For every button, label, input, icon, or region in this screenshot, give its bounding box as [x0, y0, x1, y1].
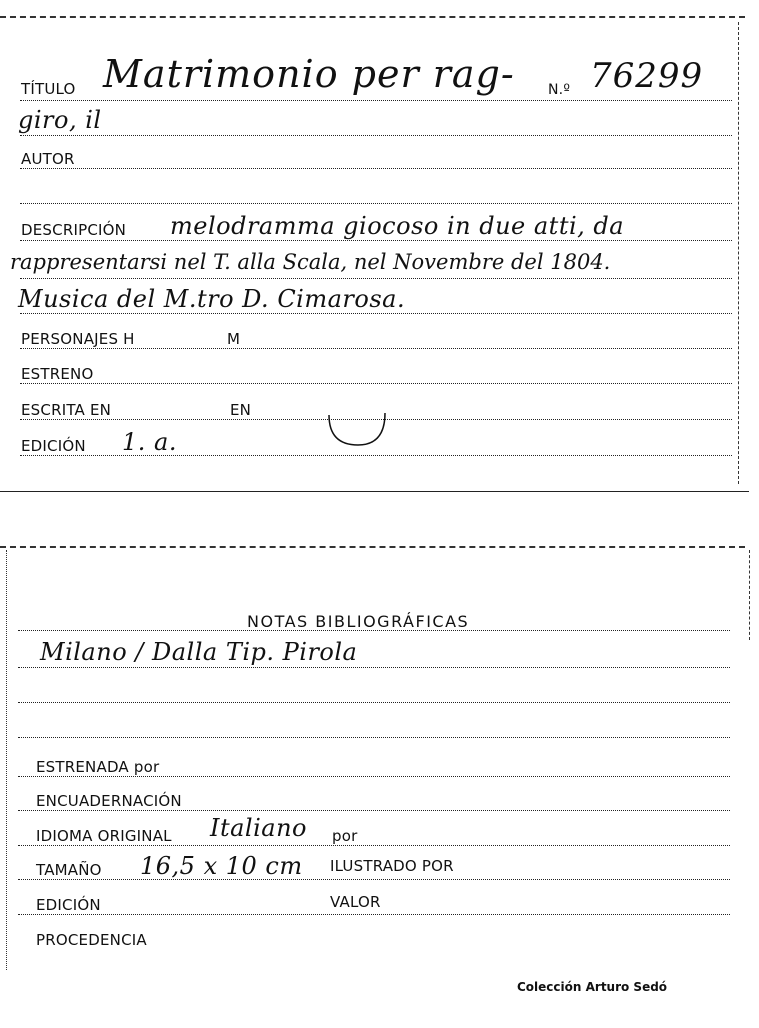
titulo-label: TÍTULO: [21, 80, 76, 98]
card-top-edge: [0, 546, 745, 548]
autor-line: [20, 168, 732, 169]
descripcion-handwritten-line1: melodramma giocoso in due atti, da: [170, 212, 625, 240]
descripcion-label: DESCRIPCIÓN: [21, 221, 127, 239]
idioma-original-label: IDIOMA ORIGINAL: [36, 827, 172, 845]
catalog-card-front: [0, 0, 759, 495]
escrita-en-label: ESCRITA EN: [21, 401, 112, 419]
tamano-line: [18, 879, 730, 880]
idioma-line: [18, 845, 730, 846]
titulo-handwritten-line2: giro, il: [18, 106, 102, 134]
estrenada-line: [18, 776, 730, 777]
procedencia-label: PROCEDENCIA: [36, 931, 147, 949]
notas-line-4: [18, 737, 730, 738]
punch-hole-notch: [325, 405, 391, 449]
estreno-label: ESTRENO: [21, 365, 94, 383]
titulo-line-2: [20, 135, 732, 136]
notas-line: [18, 630, 730, 631]
collection-stamp: Colección Arturo Sedó: [517, 980, 668, 994]
card-right-edge: [738, 22, 739, 484]
numero-label: N.º: [548, 82, 571, 98]
notas-line-3: [18, 702, 730, 703]
tamano-label: TAMAÑO: [36, 861, 102, 879]
descripcion-handwritten-line2: rappresentarsi nel T. alla Scala, nel Novembre del 1804.: [10, 250, 611, 274]
en-label: EN: [230, 401, 252, 419]
card-top-edge: [0, 16, 745, 18]
titulo-handwritten-line1: Matrimonio per rag-: [103, 52, 515, 96]
edicion-line: [20, 455, 732, 456]
encuadernacion-label: ENCUADERNACIÓN: [36, 792, 182, 810]
notas-line-2: [18, 667, 730, 668]
titulo-line: [20, 100, 732, 101]
descripcion-line: [20, 240, 732, 241]
tamano-handwritten-value: 16,5 x 10 cm: [140, 852, 303, 880]
edicion-handwritten-value: 1. a.: [122, 428, 177, 456]
descripcion-handwritten-line3: Musica del M.tro D. Cimarosa.: [18, 285, 406, 313]
valor-label: VALOR: [330, 893, 381, 911]
numero-handwritten-value: 76299: [590, 56, 704, 96]
catalog-card-back: [0, 530, 759, 1028]
edicion-line: [18, 914, 730, 915]
card-right-edge: [749, 550, 750, 640]
notas-bibliograficas-heading: NOTAS BIBLIOGRÁFICAS: [247, 612, 470, 631]
idioma-handwritten-value: Italiano: [210, 814, 307, 842]
estreno-line: [20, 383, 732, 384]
descripcion-line-3: [20, 313, 732, 314]
autor-label: AUTOR: [21, 150, 75, 168]
autor-line-2: [20, 203, 732, 204]
estrenada-por-label: ESTRENADA por: [36, 758, 160, 776]
idioma-por-label: por: [332, 827, 358, 845]
card-left-edge: [6, 550, 7, 970]
ilustrado-por-label: ILUSTRADO POR: [330, 857, 454, 875]
personajes-m-label: M: [227, 330, 241, 348]
personajes-label: PERSONAJES H: [21, 330, 135, 348]
personajes-line: [20, 348, 732, 349]
notas-handwritten-line1: Milano / Dalla Tip. Pirola: [40, 638, 358, 666]
descripcion-line-2: [20, 278, 732, 279]
encuadernacion-line: [18, 810, 730, 811]
card-bottom-edge: [0, 491, 749, 492]
edicion-label: EDICIÓN: [21, 437, 86, 455]
edicion-label: EDICIÓN: [36, 896, 101, 914]
